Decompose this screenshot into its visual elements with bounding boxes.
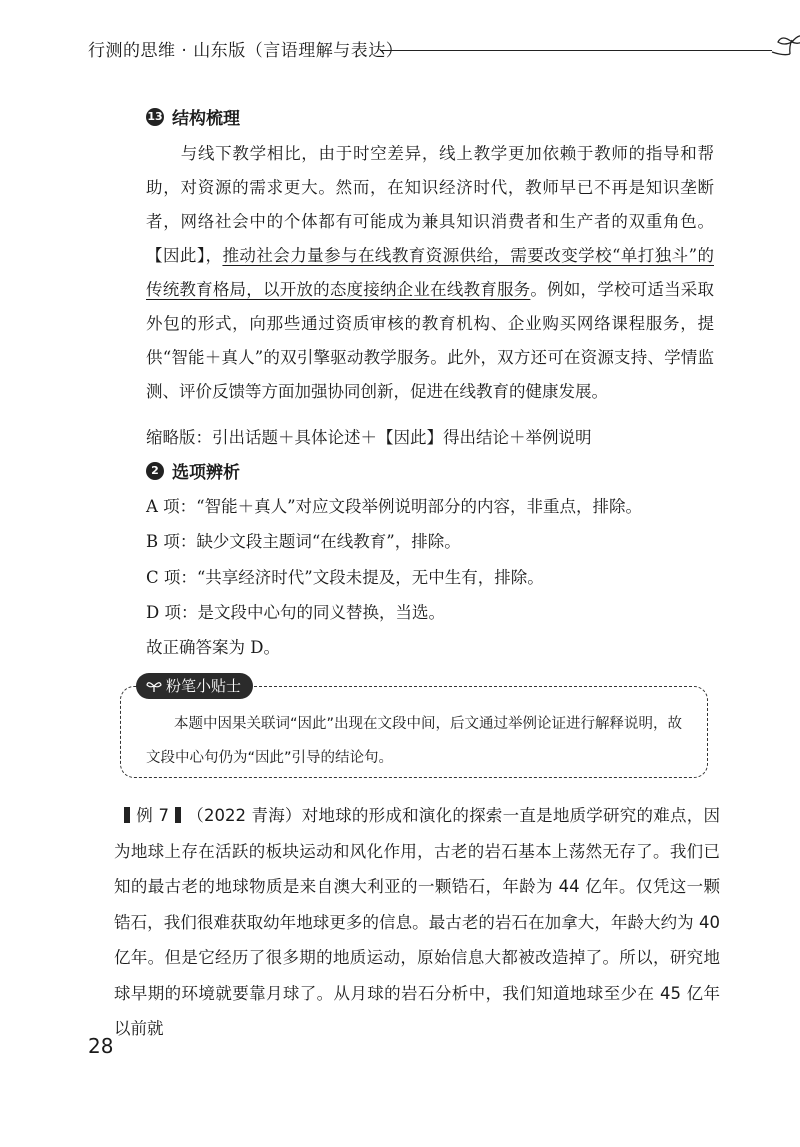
option-b: B 项：缺少文段主题词“在线教育”，排除。 [146, 532, 461, 551]
sprout-icon [768, 32, 800, 62]
structure-paragraph [146, 137, 714, 409]
section-badge-icon: 13 [146, 108, 164, 126]
section-structure-heading [146, 104, 240, 129]
summary-line: 缩略版：引出话题＋具体论述＋【因此】得出结论＋举例说明 [146, 428, 592, 447]
header-rule [380, 50, 772, 51]
section-options-heading [146, 458, 240, 483]
section-badge-icon: 2 [146, 462, 164, 480]
example-label: 例 7 [136, 806, 169, 825]
running-header [88, 30, 728, 64]
header-title: 行测的思维 · 山东版（言语理解与表达） [88, 41, 404, 61]
paragraph-central-sentence: 推动社会力量参与在线教育资源供给，需要改变学校“单打独斗”的传统教育格局，以开放的态度接纳企业在线教育服务 [146, 246, 714, 299]
tip-text [146, 707, 694, 775]
section-options-title: 选项辨析 [172, 463, 240, 483]
example-text: 对地球的形成和演化的探索一直是地质学研究的难点，因为地球上存在活跃的板块运动和风化作用，古老的岩石基本上荡然无存了。我们已知的最古老的地球物质是来自澳大利亚的一颗锆石，年龄为 44 亿年。仅凭这一颗锆石，我们很难获取幼年地球更多的信息。最古老的岩石在加拿大，年龄大约为 40 亿年。但是它经历了很多期的地质运动，原始信息大都被改造掉了。所以，研究地球早期的环境就要靠月球了。从月球的岩石分析中，我们知道地球至少在 45 亿年以前就 [114, 806, 721, 1038]
tip-label [136, 673, 253, 699]
option-a: A 项：“智能＋真人”对应文段举例说明部分的内容，非重点，排除。 [146, 497, 643, 516]
tip-label-text: 粉笔小贴士 [166, 677, 242, 695]
bracket-bar-icon [124, 807, 130, 823]
answer-line: 故正确答案为 D。 [146, 638, 280, 657]
tip-body: 本题中因果关联词“因此”出现在文段中间，后文通过举例论证进行解释说明，故文段中心句仍为“因此”引导的结论句。 [146, 716, 683, 766]
example-source: （2022 青海） [186, 806, 302, 825]
paragraph-example: 。例如，学校可适当采取外包的形式，向那些通过资质审核的教育机构、企业购买网络课程服务，提供“智能＋真人”的双引擎驱动教学服务。此外，双方还可在资源支持、学情监测、评价反馈等方面加强协同创新，促进在线教育的健康发展。 [146, 280, 715, 401]
paragraph-intro: 与线下教学相比，由于时空差异，线上教学更加依赖于教师的指导和帮助，对资源的需求更大。然而，在知识经济时代，教师早已不再是知识垄断者，网络社会中的个体都有可能成为兼具知识消费者和生产者的双重角色。【因此】， [146, 144, 714, 265]
page-number: 28 [88, 1034, 114, 1058]
sprout-icon [146, 679, 162, 693]
option-c: C 项：“共享经济时代”文段未提及，无中生有，排除。 [146, 568, 544, 587]
option-d: D 项：是文段中心句的同义替换，当选。 [146, 603, 445, 622]
section-structure-title: 结构梳理 [172, 109, 240, 129]
bracket-bar-icon [175, 807, 181, 823]
example-paragraph [114, 798, 720, 1047]
